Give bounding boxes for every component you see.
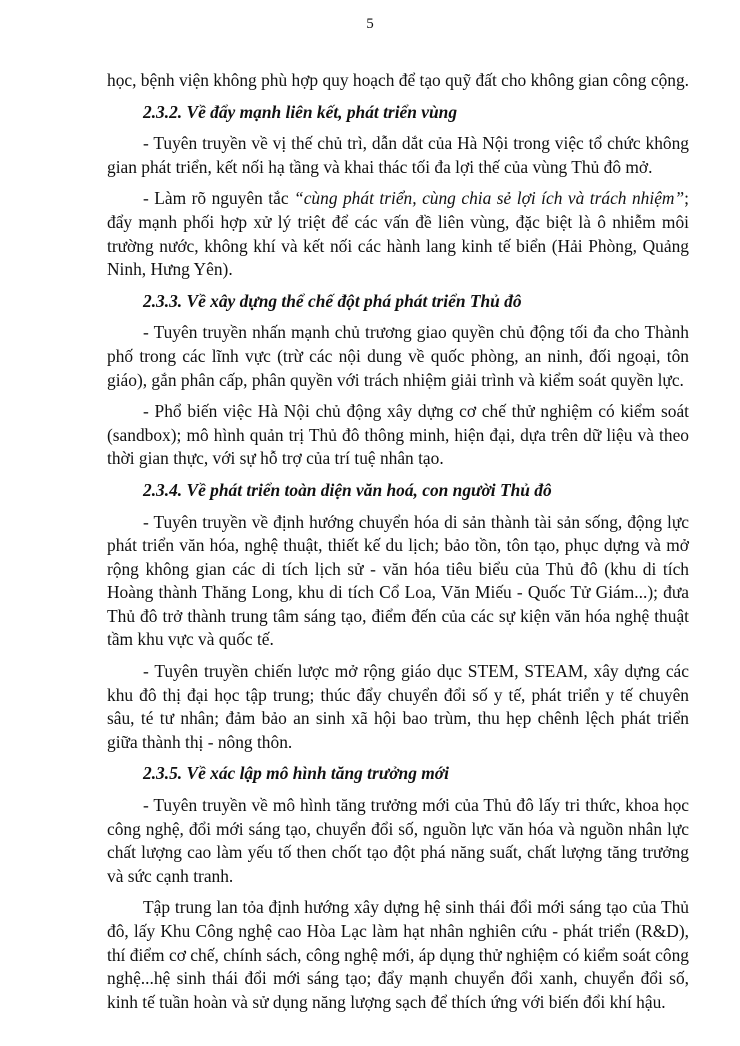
section-heading-2-3-5: 2.3.5. Về xác lập mô hình tăng trưởng mới [143, 763, 449, 784]
section-heading-2-3-4: 2.3.4. Về phát triển toàn diện văn hoá, con người Thủ đô [143, 479, 552, 500]
page-number: 5 [366, 16, 374, 32]
paragraph-text: ; đẩy mạnh phối hợp xử lý triệt để các vấn đề liên vùng, đặc biệt là ô nhiễm môi trường nước, không khí và kết nối các hành lang kinh tế biển (Hải Phòng, Quảng Ninh, Hưng Yên). [107, 188, 690, 280]
section-heading-2-3-3: 2.3.3. Về xây dựng thể chế đột phá phát triển Thủ đô [143, 290, 522, 311]
paragraph-2-3-5-2: Tập trung lan tỏa định hướng xây dựng hệ sinh thái đổi mới sáng tạo của Thủ đô, lấy Khu Công nghệ cao Hòa Lạc làm hạt nhân nghiên cứu - phát triển (R&D), thí điểm cơ chế, chính sách, công nghệ mới, áp dụng thử nghiệm có kiểm soát công nghệ...hệ sinh thái đổi mới sáng tạo; đẩy mạnh chuyển đổi xanh, chuyển đổi số, kinh tế tuần hoàn và sử dụng năng lượng sạch để thích ứng với biến đổi khí hậu. [107, 897, 689, 1012]
paragraph-2-3-2-1: - Tuyên truyền về vị thế chủ trì, dẫn dắt của Hà Nội trong việc tổ chức không gian phát triển, kết nối hạ tầng và khai thác tối đa lợi thế của vùng Thủ đô mở. [107, 133, 689, 177]
paragraph-2-3-2-2 [107, 187, 689, 281]
paragraph-2-3-4-2: - Tuyên truyền chiến lược mở rộng giáo dục STEM, STEAM, xây dựng các khu đô thị đại học tập trung; thúc đẩy chuyển đổi số y tế, phát triển y tế chuyên sâu, té tư nhân; đảm bảo an sinh xã hội bao trùm, thu hẹp chênh lệch phát triển giữa thành thị - nông thôn. [107, 661, 689, 752]
section-heading-2-3-2: 2.3.2. Về đẩy mạnh liên kết, phát triển vùng [143, 101, 458, 122]
paragraph-2-3-4-1: - Tuyên truyền về định hướng chuyển hóa di sản thành tài sản sống, động lực phát triển văn hóa, nghệ thuật, thiết kế du lịch; bảo tồn, tôn tạo, phục dựng và mở rộng không gian các di tích lịch sử - văn hóa tiêu biểu của Thủ đô (khu di tích Hoàng thành Thăng Long, khu di tích Cổ Loa, Văn Miếu - Quốc Tử Giám...); đưa Thủ đô trở thành trung tâm sáng tạo, điểm đến của các sự kiện văn hóa nghệ thuật tầm khu vực và quốc tế. [107, 511, 689, 650]
document-body [107, 69, 689, 1022]
paragraph-text: - Làm rõ nguyên tắc [143, 188, 295, 209]
paragraph-2-3-5-1: - Tuyên truyền về mô hình tăng trưởng mới của Thủ đô lấy tri thức, khoa học công nghệ, đổi mới sáng tạo, chuyển đổi số, nguồn lực văn hóa và nguồn nhân lực chất lượng cao làm yếu tố then chốt tạo đột phá năng suất, chất lượng tăng trưởng và sức cạnh tranh. [107, 795, 689, 886]
paragraph-2-3-3-2: - Phổ biến việc Hà Nội chủ động xây dựng cơ chế thử nghiệm có kiểm soát (sandbox); mô hình quản trị Thủ đô thông minh, hiện đại, dựa trên dữ liệu và theo thời gian thực, với sự hỗ trợ của trí tuệ nhân tạo. [107, 401, 689, 469]
principle-quote: “cùng phát triển, cùng chia sẻ lợi ích và trách nhiệm” [294, 188, 685, 209]
paragraph-2-3-3-1: - Tuyên truyền nhấn mạnh chủ trương giao quyền chủ động tối đa cho Thành phố trong các lĩnh vực (trừ các nội dung về quốc phòng, an ninh, đối ngoại, tôn giáo), gắn phân cấp, phân quyền với trách nhiệm giải trình và kiểm soát quyền lực. [107, 322, 689, 390]
intro-line: học, bệnh viện không phù hợp quy hoạch để tạo quỹ đất cho không gian công cộng. [107, 70, 690, 90]
